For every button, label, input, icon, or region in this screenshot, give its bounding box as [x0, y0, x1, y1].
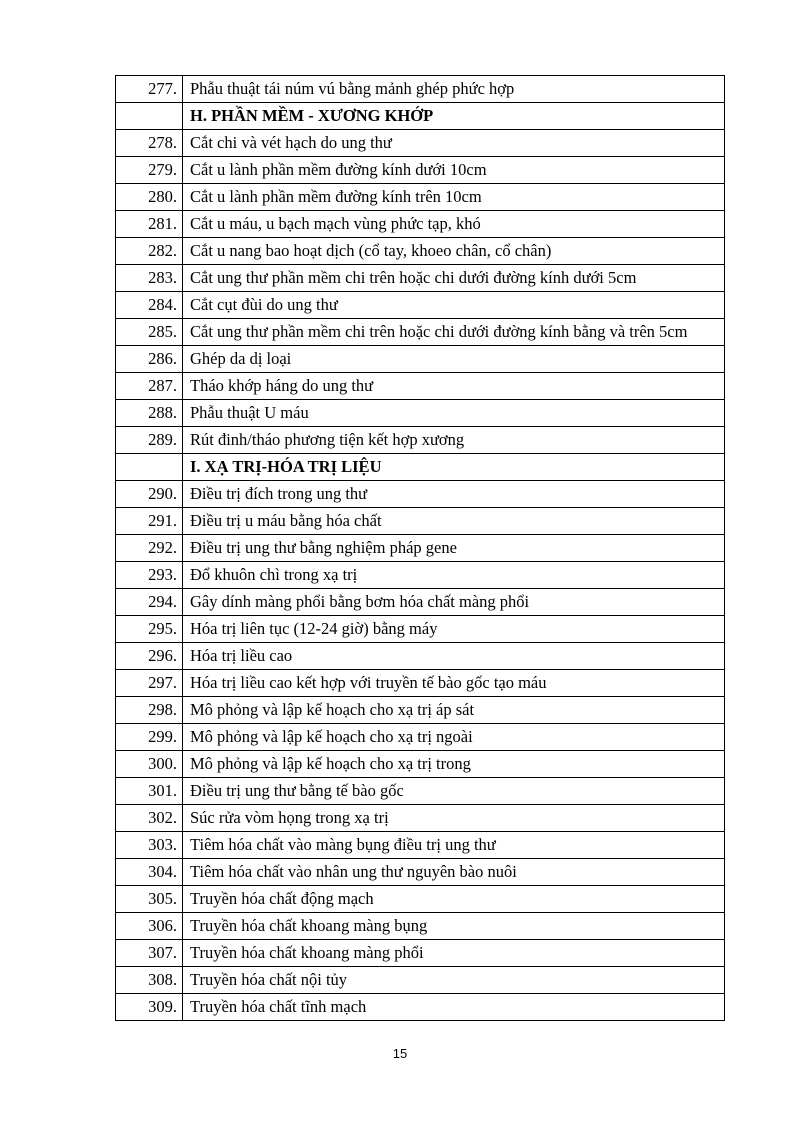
row-number: 295. [116, 616, 183, 643]
procedure-name: Điều trị đích trong ung thư [183, 481, 725, 508]
procedure-name: Truyền hóa chất tĩnh mạch [183, 994, 725, 1021]
table-row [116, 751, 725, 778]
row-number [116, 454, 183, 481]
page-number: 15 [392, 1046, 408, 1061]
row-number: 291. [116, 508, 183, 535]
procedure-name: Tiêm hóa chất vào màng bụng điều trị ung thư [183, 832, 725, 859]
row-number: 306. [116, 913, 183, 940]
row-number: 308. [116, 967, 183, 994]
table-row [116, 967, 725, 994]
table-row [116, 346, 725, 373]
table-row [116, 670, 725, 697]
procedure-name: Tiêm hóa chất vào nhân ung thư nguyên bào nuôi [183, 859, 725, 886]
procedure-name: Mô phỏng và lập kế hoạch cho xạ trị ngoài [183, 724, 725, 751]
procedure-name: Điều trị u máu bằng hóa chất [183, 508, 725, 535]
row-number: 289. [116, 427, 183, 454]
procedure-name: Cắt cụt đùi do ung thư [183, 292, 725, 319]
row-number: 285. [116, 319, 183, 346]
table-row [116, 535, 725, 562]
table-row [116, 373, 725, 400]
procedure-name: Hóa trị liều cao [183, 643, 725, 670]
procedure-name: Truyền hóa chất nội tủy [183, 967, 725, 994]
procedure-name: Điều trị ung thư bằng tế bào gốc [183, 778, 725, 805]
table-row [116, 238, 725, 265]
table-row [116, 76, 725, 103]
procedure-name: Tháo khớp háng do ung thư [183, 373, 725, 400]
procedure-name: Hóa trị liều cao kết hợp với truyền tế bào gốc tạo máu [183, 670, 725, 697]
procedure-name: Hóa trị liên tục (12-24 giờ) bằng máy [183, 616, 725, 643]
procedure-name: Ghép da dị loại [183, 346, 725, 373]
row-number: 305. [116, 886, 183, 913]
table-row [116, 265, 725, 292]
table-row [116, 319, 725, 346]
table-row [116, 400, 725, 427]
row-number: 284. [116, 292, 183, 319]
procedure-name: Cắt u nang bao hoạt dịch (cổ tay, khoeo chân, cổ chân) [183, 238, 725, 265]
row-number: 287. [116, 373, 183, 400]
procedure-name: Cắt u máu, u bạch mạch vùng phức tạp, khó [183, 211, 725, 238]
procedure-name: Mô phỏng và lập kế hoạch cho xạ trị trong [183, 751, 725, 778]
row-number: 277. [116, 76, 183, 103]
table-row [116, 211, 725, 238]
table-row [116, 697, 725, 724]
section-title: I. XẠ TRỊ-HÓA TRỊ LIỆU [183, 454, 725, 481]
procedure-name: Truyền hóa chất khoang màng phổi [183, 940, 725, 967]
row-number [116, 103, 183, 130]
row-number: 280. [116, 184, 183, 211]
row-number: 278. [116, 130, 183, 157]
procedure-name: Truyền hóa chất động mạch [183, 886, 725, 913]
procedure-name: Phẫu thuật tái núm vú bằng mảnh ghép phức hợp [183, 76, 725, 103]
row-number: 297. [116, 670, 183, 697]
table-row [116, 805, 725, 832]
procedure-name: Cắt ung thư phần mềm chi trên hoặc chi dưới đường kính dưới 5cm [183, 265, 725, 292]
table-row [116, 130, 725, 157]
procedure-table-body [116, 76, 725, 1021]
row-number: 300. [116, 751, 183, 778]
table-row [116, 184, 725, 211]
table-row [116, 913, 725, 940]
table-row [116, 157, 725, 184]
procedure-name: Truyền hóa chất khoang màng bụng [183, 913, 725, 940]
procedure-name: Mô phỏng và lập kế hoạch cho xạ trị áp sát [183, 697, 725, 724]
procedure-name: Cắt u lành phần mềm đường kính trên 10cm [183, 184, 725, 211]
procedure-table [115, 75, 725, 1021]
section-header-row [116, 454, 725, 481]
row-number: 279. [116, 157, 183, 184]
procedure-name: Cắt u lành phần mềm đường kính dưới 10cm [183, 157, 725, 184]
row-number: 303. [116, 832, 183, 859]
table-row [116, 562, 725, 589]
row-number: 282. [116, 238, 183, 265]
row-number: 292. [116, 535, 183, 562]
row-number: 286. [116, 346, 183, 373]
row-number: 293. [116, 562, 183, 589]
procedure-name: Súc rửa vòm họng trong xạ trị [183, 805, 725, 832]
row-number: 301. [116, 778, 183, 805]
row-number: 309. [116, 994, 183, 1021]
procedure-name: Cắt ung thư phần mềm chi trên hoặc chi dưới đường kính bằng và trên 5cm [183, 319, 725, 346]
table-row [116, 616, 725, 643]
table-row [116, 643, 725, 670]
procedure-name: Điều trị ung thư bằng nghiệm pháp gene [183, 535, 725, 562]
row-number: 299. [116, 724, 183, 751]
procedure-name: Đổ khuôn chì trong xạ trị [183, 562, 725, 589]
row-number: 283. [116, 265, 183, 292]
row-number: 288. [116, 400, 183, 427]
row-number: 304. [116, 859, 183, 886]
row-number: 296. [116, 643, 183, 670]
section-header-row [116, 103, 725, 130]
table-row [116, 832, 725, 859]
row-number: 298. [116, 697, 183, 724]
table-row [116, 481, 725, 508]
procedure-name: Rút đinh/tháo phương tiện kết hợp xương [183, 427, 725, 454]
table-row [116, 508, 725, 535]
table-row [116, 427, 725, 454]
table-row [116, 292, 725, 319]
row-number: 294. [116, 589, 183, 616]
procedure-name: Phẫu thuật U máu [183, 400, 725, 427]
row-number: 302. [116, 805, 183, 832]
procedure-name: Gây dính màng phổi bằng bơm hóa chất màng phổi [183, 589, 725, 616]
row-number: 290. [116, 481, 183, 508]
procedure-name: Cắt chi và vét hạch do ung thư [183, 130, 725, 157]
table-row [116, 859, 725, 886]
row-number: 281. [116, 211, 183, 238]
table-row [116, 724, 725, 751]
row-number: 307. [116, 940, 183, 967]
table-row [116, 589, 725, 616]
table-row [116, 994, 725, 1021]
table-row [116, 886, 725, 913]
table-row [116, 940, 725, 967]
section-title: H. PHẦN MỀM - XƯƠNG KHỚP [183, 103, 725, 130]
table-row [116, 778, 725, 805]
